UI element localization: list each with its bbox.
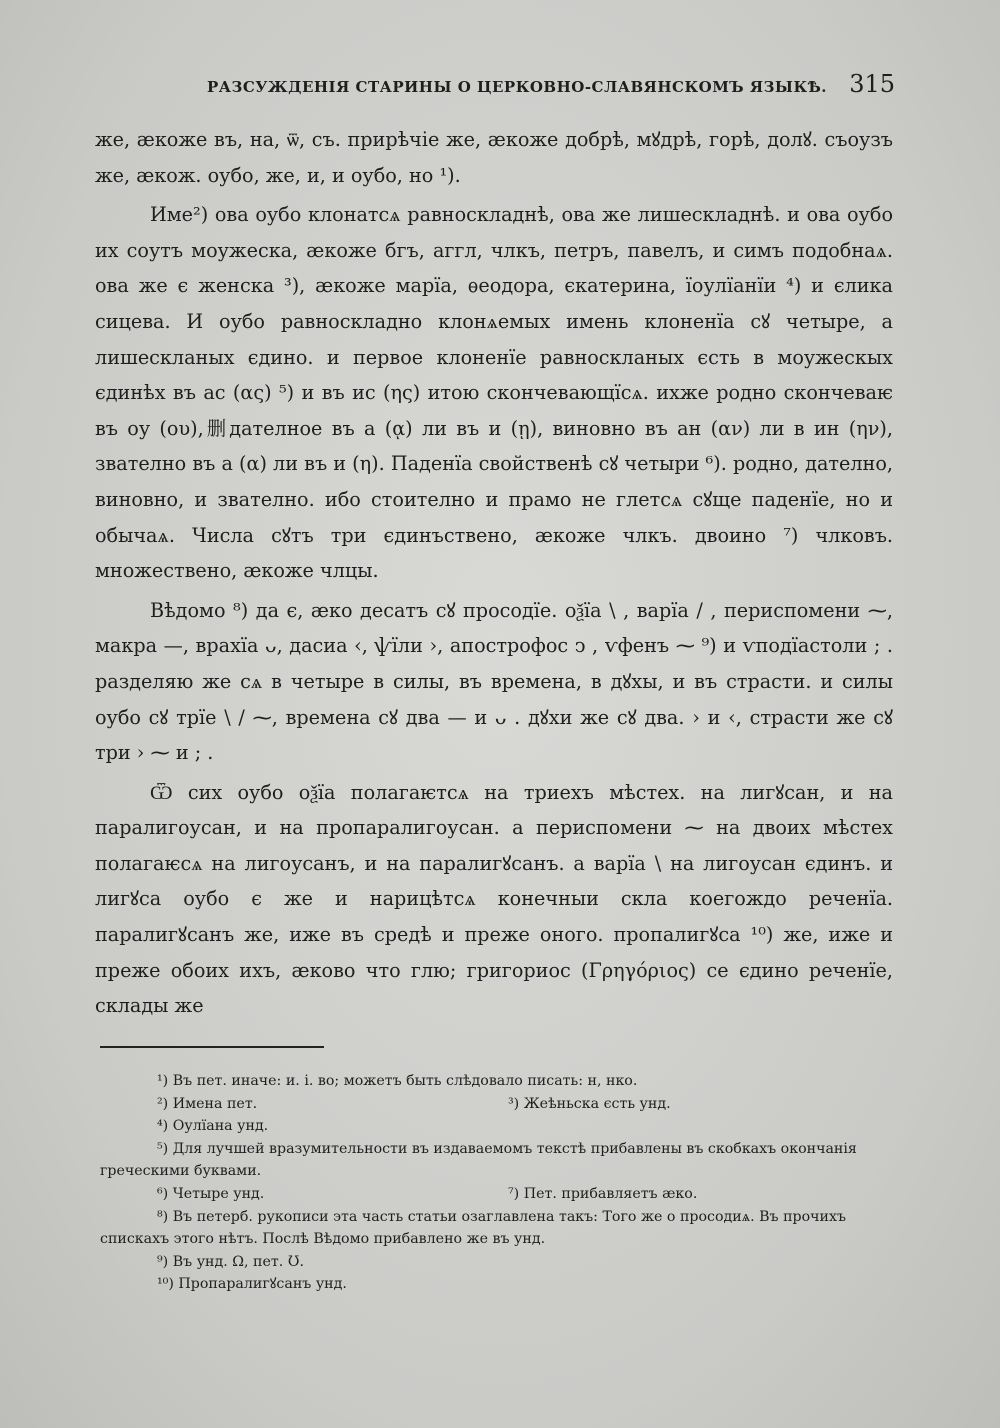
main-text <box>95 122 893 1024</box>
paragraph: Име²) ова оубо клонатсѧ равноскладнѣ, ова же лишескладнѣ. и ова оубо их соутъ моужеска, ӕкоже бгъ, аггл, члкъ, петръ, павелъ, и симъ подобнаѧ. ова же є женска ³), ӕкоже марїа, ѳеодора, єкатерина, їоулїанїи ⁴) и єлика сицева. И оубо равноскладно клонѧемых имень клоненїа сꙋ четыре, а лишескланых єдино. и первое клоненїе равноскланых єсть в моужескых єдинѣх въ ас (ας) ⁵) и въ ис (ης) итою скончевающїсѧ. ихже родно скончеваѥ въ оу (ου),删дателное въ а (ᾳ) ли въ и (ῃ), виновно въ ан (αν) ли в ин (ην), звателно въ а (α) ли въ и (η). Паденїа свойственѣ сꙋ четыри ⁶). родно, дателно, виновно, и звателно. ибо стоително и прамо не глетсѧ сꙋще паденїе, но и обычаѧ. Числа сꙋтъ три єдинъствено, ӕкоже члкъ. двоино ⁷) члковъ. множествено, ӕкоже члцы. <box>95 203 893 583</box>
footnote: ⁸) Въ петерб. рукописи эта часть статьи озаглавлена такъ: Того же о просодиѧ. Въ прочихъ спискахъ этого нѣтъ. Послѣ Вѣдомо прибавлено же въ унд. <box>100 1208 847 1248</box>
footnote: ¹⁰) Пропаралигꙋсанъ унд. <box>157 1276 347 1293</box>
footnotes <box>100 1070 898 1296</box>
footnote-row <box>100 1093 898 1116</box>
footnote: ⁴) Оулїана унд. <box>157 1118 269 1135</box>
page-header <box>95 70 895 104</box>
running-title: РАЗСУЖДЕНІЯ СТАРИНЫ О ЦЕРКОВНО-СЛАВЯНСКОМЪ ЯЗЫКѢ. <box>207 78 828 96</box>
footnote: ⁵) Для лучшей вразумительности въ издаваемомъ текстѣ прибавлены въ скобкахъ окончанія греческими буквами. <box>100 1140 857 1180</box>
paragraph: же, ӕкоже въ, на, ѿ, съ. прирѣчіе же, ӕкоже добрѣ, мꙋдрѣ, горѣ, долꙋ. съоузъ же, ӕкож. оубо, же, и, и оубо, но ¹). <box>95 128 893 187</box>
footnote: ⁶) Четыре унд. <box>157 1185 265 1202</box>
paragraph: Вѣдомо ⁸) да є, ӕко десатъ сꙋ просодїе. оѯїа \ , варїа / , периспомени ⁓, макра —, врахїа ᴗ, дасиа ‹, ѱїли ›, апострофос ↄ , ѵфенъ ⁓ ⁹) и ѵподїастоли ; . разделяю же сѧ в четыре в силы, въ времена, в дꙋхы, и въ страсти. и силы оубо сꙋ трїе \ / ⁓, времена сꙋ два — и ᴗ . дꙋхи же сꙋ два. › и ‹, страсти же сꙋ три › ⁓ и ; . <box>95 598 893 765</box>
footnote-rule <box>100 1046 324 1048</box>
page-number: 315 <box>849 70 895 98</box>
footnote: ¹) Въ пет. иначе: и. і. во; можетъ быть слѣдовало писать: н, нко. <box>157 1073 638 1089</box>
footnote: ⁹) Въ унд. Ω, пет. Ʊ. <box>157 1253 305 1270</box>
footnote-row <box>100 1183 898 1206</box>
paragraph: Ѿ сих оубо оѯїа полагаѥтсѧ на триехъ мѣстех. на лигꙋсан, и на паралигоусан, и на пропаралигоусан. а периспомени ⁓ на двоих мѣстех полагаѥсѧ на лигоусанъ, и на паралигꙋсанъ. а варїа \ на лигоусан єдинъ. и лигꙋса оубо є же и нарицѣтсѧ конечныи скла коегождо реченїа. паралигꙋсанъ же, иже въ средѣ и преже оного. пропалигꙋса ¹⁰) же, иже и преже обоих ихъ, ӕково что глю; григориос (Γρηγόριος) се єдино реченїе, склады же <box>95 780 893 1018</box>
footnote: ²) Имена пет. <box>157 1095 258 1112</box>
footnote: ⁷) Пет. прибавляетъ ӕко. <box>508 1185 698 1202</box>
footnote: ³) Жеѣньска єсть унд. <box>508 1095 671 1112</box>
